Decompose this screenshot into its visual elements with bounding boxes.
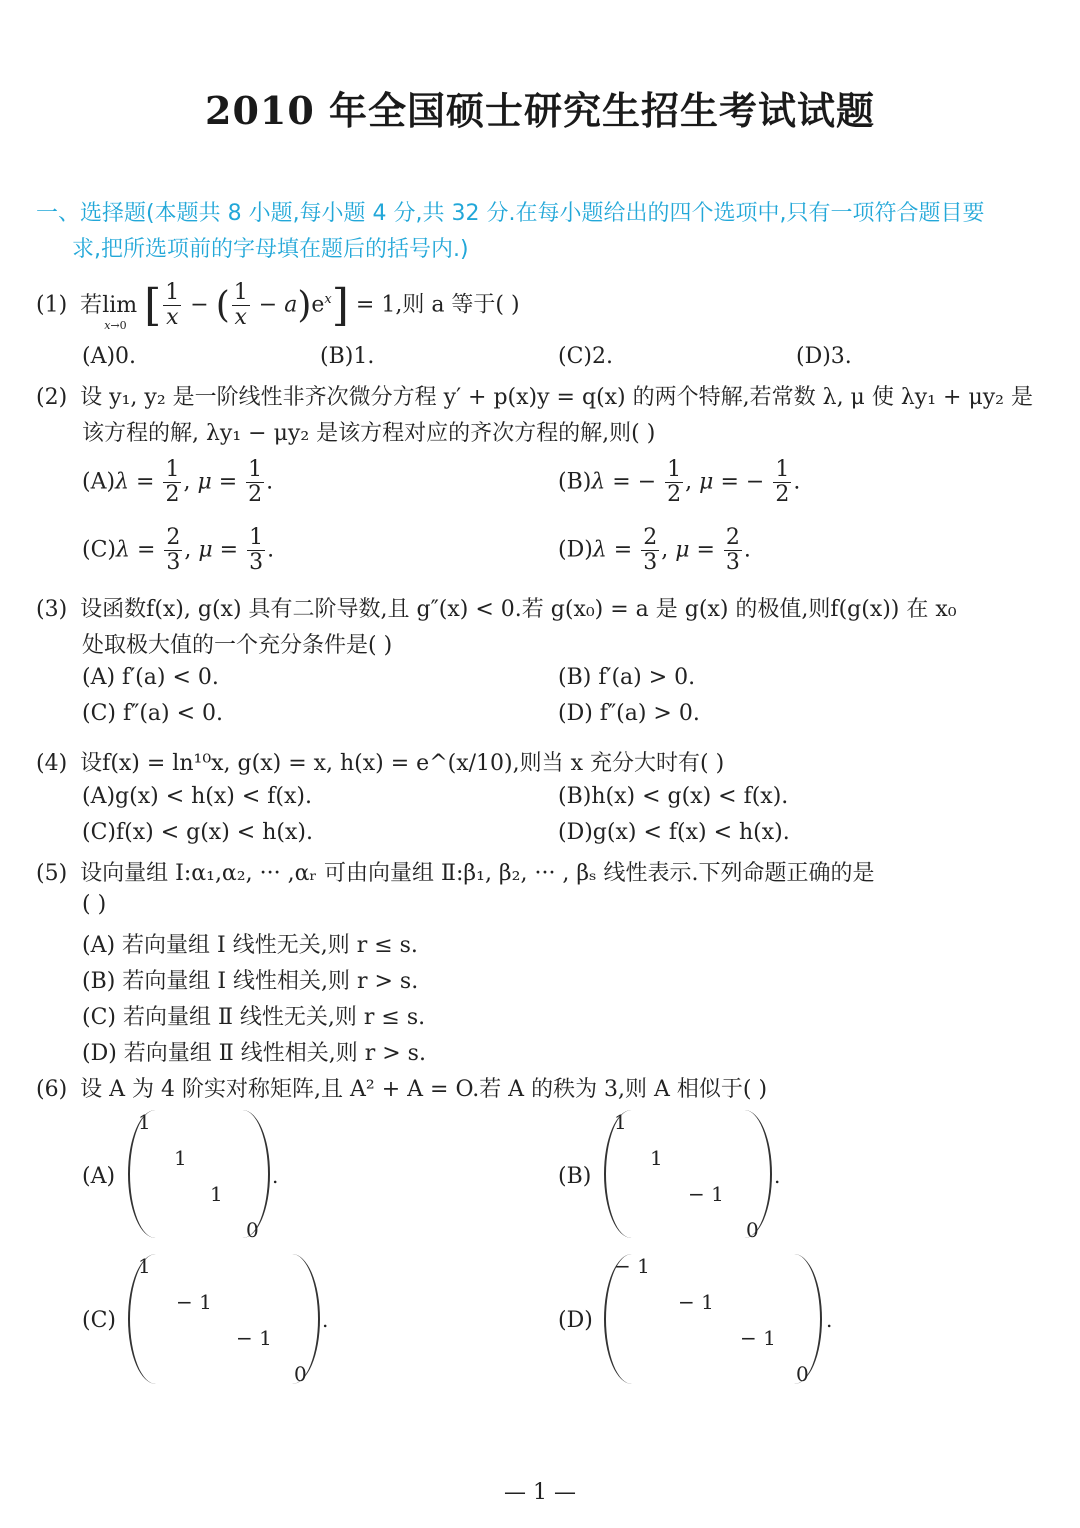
question-6 xyxy=(36,1072,767,1103)
matrix-a-entry: 0 xyxy=(246,1218,259,1242)
q4-option-a[interactable]: (A)g(x) < h(x) < f(x). xyxy=(82,784,313,809)
question-3-line-1: 设函数f(x), g(x) 具有二阶导数,且 g″(x) < 0.若 g(x₀) = a 是 g(x) 的极值,则f(g(x)) 在 x₀ xyxy=(80,597,957,622)
question-2 xyxy=(36,380,1033,411)
matrix-b-entry: 0 xyxy=(746,1218,759,1242)
question-5-number: (5) xyxy=(36,861,68,886)
matrix-c-entry: − 1 xyxy=(236,1326,272,1350)
q3-option-c[interactable]: (C) f″(a) < 0. xyxy=(82,701,224,726)
q1-option-d[interactable]: (D)3. xyxy=(796,344,852,369)
question-4-number: (4) xyxy=(36,751,68,776)
matrix-c xyxy=(128,1254,320,1384)
matrix-c-period: . xyxy=(322,1308,329,1332)
question-1-number: (1) xyxy=(36,292,68,318)
section-header xyxy=(36,196,1046,268)
q6-option-c-label: (C) xyxy=(82,1308,116,1333)
matrix-b-entry: 1 xyxy=(614,1110,627,1134)
q5-option-a[interactable]: (A) 若向量组 Ⅰ 线性无关,则 r ≤ s. xyxy=(82,933,418,958)
page-number: — 1 — xyxy=(504,1480,576,1505)
q3-option-d[interactable]: (D) f″(a) > 0. xyxy=(558,701,700,726)
question-3-line-2: 处取极大值的一个充分条件是( ) xyxy=(82,633,393,658)
q1-option-a[interactable]: (A)0. xyxy=(82,344,137,369)
q4-option-c[interactable]: (C)f(x) < g(x) < h(x). xyxy=(82,820,313,845)
q6-option-b-label: (B) xyxy=(558,1164,592,1189)
q3-option-a[interactable]: (A) f′(a) < 0. xyxy=(82,665,219,690)
matrix-d-entry: 0 xyxy=(796,1362,809,1386)
question-5-line-1: 设向量组 Ⅰ:α₁,α₂, ··· ,αᵣ 可由向量组 Ⅱ:β₁, β₂, ··· , βₛ 线性表示.下列命题正确的是 xyxy=(80,861,875,886)
question-1: (1) 若lim x→0 [ $\frac{1}{x}$ − ( $\frac{1}{x}$ − $a)e^x] = 1$,则 a 等于( ) xyxy=(36,280,520,332)
section-line-2: 求,把所选项前的字母填在题后的括号内.) xyxy=(72,237,469,262)
q3-option-b[interactable]: (B) f′(a) > 0. xyxy=(558,665,696,690)
q2-option-a[interactable]: (A)λ = $\frac{1}{2}$ , μ = $\frac{1}{2}$ . xyxy=(82,457,274,507)
question-6-line-1: 设 A 为 4 阶实对称矩阵,且 A² + A = O.若 A 的秩为 3,则 A 相似于( ) xyxy=(80,1077,768,1102)
question-1-tail: = 1,则 a 等于( ) xyxy=(355,292,520,318)
matrix-d-entry: − 1 xyxy=(678,1290,714,1314)
matrix-c-entry: 1 xyxy=(138,1254,151,1278)
matrix-a-entry: 1 xyxy=(210,1182,223,1206)
q5-option-c[interactable]: (C) 若向量组 Ⅱ 线性无关,则 r ≤ s. xyxy=(82,1005,426,1030)
section-line-1: 一、选择题(本题共 8 小题,每小题 4 分,共 32 分.在每小题给出的四个选项中,只有一项符合题目要 xyxy=(36,201,985,226)
matrix-a-entry: 1 xyxy=(138,1110,151,1134)
page-title: 2010 年全国硕士研究生招生考试试题 xyxy=(205,88,875,133)
matrix-a-entry: 1 xyxy=(174,1146,187,1170)
matrix-d-entry: − 1 xyxy=(614,1254,650,1278)
q4-option-b[interactable]: (B)h(x) < g(x) < f(x). xyxy=(558,784,789,809)
question-3 xyxy=(36,592,957,623)
q2-option-d[interactable]: (D)λ = $\frac{2}{3}$ , μ = $\frac{2}{3}$ . xyxy=(558,525,751,575)
q5-option-d[interactable]: (D) 若向量组 Ⅱ 线性相关,则 r > s. xyxy=(82,1041,426,1066)
matrix-d-period: . xyxy=(826,1308,833,1332)
question-2-line-1: 设 y₁, y₂ 是一阶线性非齐次微分方程 y′ + p(x)y = q(x) 的两个特解,若常数 λ, μ 使 λy₁ + μy₂ 是 xyxy=(80,385,1033,410)
q6-option-d-label: (D) xyxy=(558,1308,593,1333)
q4-option-d[interactable]: (D)g(x) < f(x) < h(x). xyxy=(558,820,790,845)
matrix-c-entry: − 1 xyxy=(176,1290,212,1314)
q5-option-b[interactable]: (B) 若向量组 Ⅰ 线性相关,则 r > s. xyxy=(82,969,419,994)
question-3-number: (3) xyxy=(36,597,68,622)
matrix-b-entry: 1 xyxy=(650,1146,663,1170)
question-5 xyxy=(36,856,875,887)
question-4-line-1: 设f(x) = ln¹⁰x, g(x) = x, h(x) = e^(x/10),则当 x 充分大时有( ) xyxy=(80,751,725,776)
matrix-d-entry: − 1 xyxy=(740,1326,776,1350)
matrix-b-period: . xyxy=(774,1164,781,1188)
matrix-a-period: . xyxy=(272,1164,279,1188)
matrix-b-entry: − 1 xyxy=(688,1182,724,1206)
matrix-c-entry: 0 xyxy=(294,1362,307,1386)
question-2-number: (2) xyxy=(36,385,68,410)
q1-option-c[interactable]: (C)2. xyxy=(558,344,613,369)
q2-option-c[interactable]: (C)λ = $\frac{2}{3}$ , μ = $\frac{1}{3}$ . xyxy=(82,525,275,575)
q2-option-b[interactable]: (B)λ = − $\frac{1}{2}$ , μ = − $\frac{1}{2}$ . xyxy=(558,457,801,507)
question-6-number: (6) xyxy=(36,1077,68,1102)
q1-option-b[interactable]: (B)1. xyxy=(320,344,375,369)
question-5-line-2: ( ) xyxy=(82,892,107,917)
q6-option-a-label: (A) xyxy=(82,1164,116,1189)
question-2-line-2: 该方程的解, λy₁ − μy₂ 是该方程对应的齐次方程的解,则( ) xyxy=(82,421,656,446)
question-4 xyxy=(36,746,724,777)
